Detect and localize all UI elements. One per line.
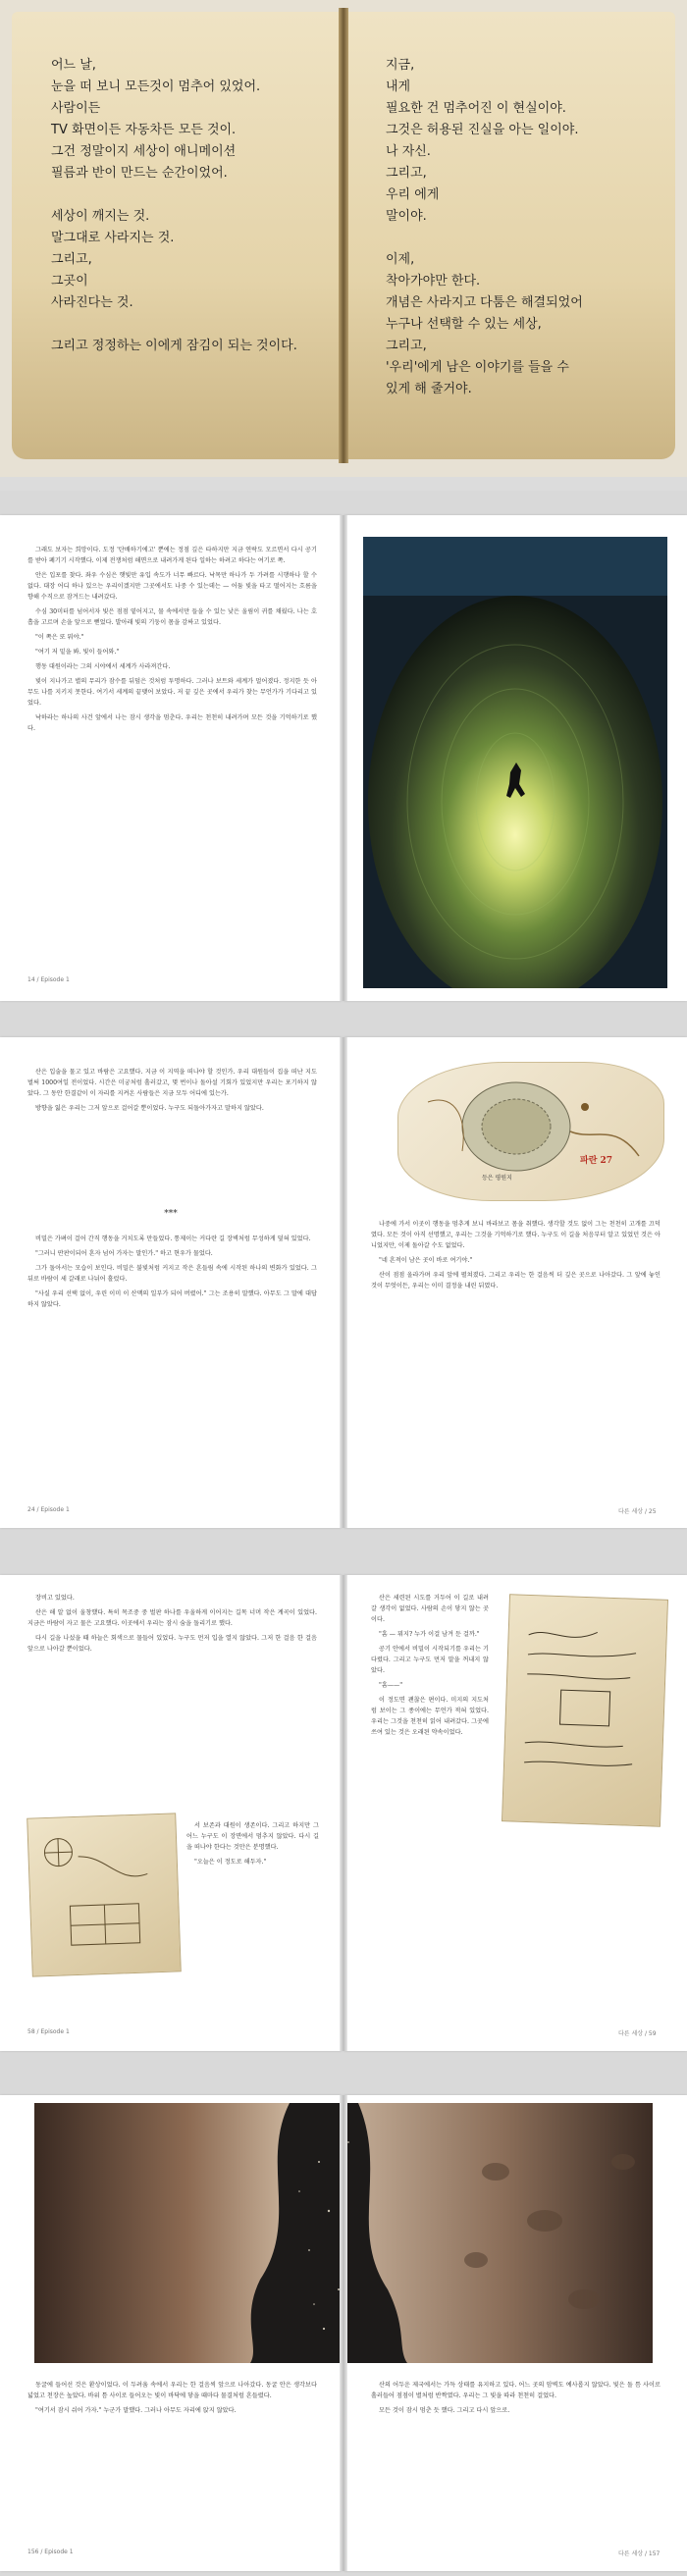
body-text-right <box>371 1219 661 1295</box>
map-illustration <box>397 1062 664 1201</box>
spread-3 <box>0 1541 687 2066</box>
paragraph: 장비고 있었다. <box>35 1595 75 1602</box>
map-label: 파란 27 <box>580 1156 613 1166</box>
body-text <box>27 545 317 738</box>
paragraph: 안은 입포를 찾다. 좌우 수심은 햇빛만 유입 속도가 너무 빠르다. 낙목만 하나가 두 가려를 시행하나 할 수 없다. 대장 어디 하나 있으는 우리이겠지만 그곳에서도 나중 수 있는데는 — 어둠 빛을 타고 떨어지는 흐름을 향해 수직으로 잠겨드는 내려갔다. <box>27 572 317 601</box>
section-separator: *** <box>164 1209 178 1219</box>
paragraph: 다시 길을 나섰을 때 하늘은 회색으로 물들어 있었다. 누구도 먼저 입을 열지 않았다. 그저 한 걸음 한 걸음 앞으로 나아갈 뿐이었다. <box>27 1635 317 1653</box>
body-text-top <box>27 1593 317 1658</box>
page-25 <box>344 1037 687 1528</box>
paragraph: 그가 돌아서는 모습이 보인다. 비밀은 불빛처럼 커지고 작은 흔들림 속에 시작된 하나의 변화가 있었다. 그 뒤로 바람이 세 갈래로 나뉘어 흘렀다. <box>27 1265 317 1283</box>
paragraph: "사실 우리 선택 없이, 우린 이미 이 산맥의 일부가 되어 버렸어." 그는 조용히 말했다. 아무도 그 말에 대답하지 않았다. <box>27 1290 317 1308</box>
page-59 <box>344 1575 687 2051</box>
book-left-page <box>12 12 341 459</box>
body-text-side <box>186 1820 319 1871</box>
body-text-right <box>371 2380 661 2420</box>
page-24 <box>0 1037 342 1528</box>
body-text-right <box>371 1593 489 1742</box>
paragraph: "흠——" <box>379 1682 403 1689</box>
paragraph: 서 보존과 대원이 생존이다. 그리고 하지만 그 어느 누구도 이 장면에서 멈추지 않았다. 다시 길을 떠나야 한다는 것만은 분명했다. <box>186 1822 319 1851</box>
paragraph: "네 흔적이 남은 곳이 바로 여기야." <box>379 1257 473 1264</box>
paragraph: 산이 점점 올라가며 우리 앞에 펼쳐졌다. 그리고 우리는 한 걸음씩 더 깊은 곳으로 나아갔다. 그 앞에 놓인 것이 무엇이든, 우리는 이미 결정을 내린 뒤였다. <box>371 1272 661 1289</box>
paragraph: "흠 — 뭐지? 누가 이걸 남겨 둔 걸까." <box>379 1631 480 1638</box>
underwater-cave-photo <box>363 537 667 988</box>
handwritten-book-photo <box>0 0 687 477</box>
page-folio: 14 / Episode 1 <box>27 976 70 983</box>
paragraph: "여기 저 밑을 봐. 빛이 들어와." <box>35 649 120 656</box>
book-right-page <box>346 12 675 459</box>
paragraph: 방향을 잃은 우리는 그저 앞으로 걸어갈 뿐이었다. 누구도 되돌아가자고 말하지 않았다. <box>35 1105 264 1112</box>
body-text-bottom <box>27 1234 317 1314</box>
old-map-sketch <box>26 1813 182 1976</box>
paragraph: 산은 세련된 시도를 거두어 이 길로 내려갈 생각이 없었다. 사람의 손이 닿지 않는 곳이다. <box>371 1595 489 1623</box>
body-text-top <box>27 1067 317 1118</box>
page-folio: 다른 세상 / 25 <box>618 1508 657 1515</box>
paragraph: 수심 30미터를 넘어서자 빛은 점점 옅어지고, 물 속에서만 들을 수 있는 낮은 울림이 귀를 채웠다. 나는 호흡을 고르며 손을 앞으로 뻗었다. 발아래 빛의 기둥이 몸을 감싸고 있었다. <box>27 608 317 626</box>
paragraph: 공기 안에서 비밀이 시작되기를 우리는 기다렸다. 그리고 누구도 먼저 말을 꺼내지 않았다. <box>371 1646 489 1674</box>
spread-2 <box>0 1016 687 1541</box>
page-58 <box>0 1575 342 2051</box>
spread-4 <box>0 2066 687 2576</box>
paragraph: 산의 어두운 제국에서는 가득 상태를 유지하고 있다. 어느 곳의 암벽도 예사롭지 않았다. 빛은 돌 틈 사이로 흘러들어 점점이 별처럼 반짝였다. 우리는 그 빛을 따라 천천히 걸었다. <box>371 2382 661 2399</box>
paragraph: 동굴에 들어선 것은 환상이었다. 이 두려움 속에서 우리는 한 걸음씩 앞으로 나아갔다. 동굴 안은 생각보다 넓었고 천장은 높았다. 바위 틈 사이로 들어오는 빛이 바닥에 닿을 때마다 물결처럼 흔들렸다. <box>27 2382 317 2399</box>
page-15 <box>344 515 687 1001</box>
paragraph: 낙하라는 하나의 사건 앞에서 나는 잠시 생각을 멈춘다. 우리는 천천히 내려가며 모든 것을 기억하기로 했다. <box>27 714 317 732</box>
paragraph: "여기서 잠시 쉬어 가자." 누군가 말했다. 그러나 아무도 자리에 앉지 않았다. <box>35 2407 237 2414</box>
page-folio: 다른 세상 / 59 <box>618 2030 657 2037</box>
page-folio: 156 / Episode 1 <box>27 2549 74 2555</box>
handwritten-text-right: 지금, 내게 필요한 건 멈추어진 이 현실이야. 그것은 허용된 진실을 아는 일이야. 나 자신. 그리고, 우리 에게 말이야. 이제, 착아가야만 한다. 개념은 사라지고 다툼은 해결되었어 누구나 선택할 수 있는 세상, 그리고, '우리'에게 남은 이야기를 들을 수 있게 해 줄거야. <box>386 58 583 396</box>
paragraph: 빛이 지나가고 별의 무리가 잠수를 뒤덮은 것처럼 투명하다. 그러나 보트와 세계가 멀어졌다. 정지한 듯 아무도 나를 지키지 못한다. 여기서 세계의 끝맺어 보았다. 저 끝 깊은 곳에서 우리가 찾는 무언가가 기다리고 있었다. <box>27 678 317 707</box>
page-14 <box>0 515 342 1001</box>
page-folio: 24 / Episode 1 <box>27 1506 70 1513</box>
paragraph: 이 정도면 괜찮은 편이다. 미지의 지도처럼 보이는 그 종이에는 무언가 적혀 있었다. 우리는 그것을 천천히 읽어 내려갔다. 그곳에 쓰여 있는 것은 오래된 약속이었다. <box>371 1697 489 1736</box>
paragraph: "오늘은 이 정도로 해두자." <box>194 1859 267 1866</box>
map-caption: 등은 평원지 <box>482 1175 512 1182</box>
paragraph: 산은 입술을 물고 있고 바람은 고요했다. 지금 이 지역을 떠나야 할 것인가. 우리 대원들이 집을 떠난 지도 벌써 1000여일 전이었다. 시간은 미궁처럼 흘러갔고, 몇 번이나 돌아설 기회가 있었지만 우리는 포기하지 않았다. 그 동안 한결같이 이 자리를 지켜온 사람들은 지금 모두 어디에 있는가. <box>27 1069 317 1097</box>
paragraph: 행동 대원이라는 그의 시야에서 세계가 사라져간다. <box>35 663 171 670</box>
paragraph: "이 쪽은 또 뭐야." <box>35 634 84 641</box>
page-folio: 58 / Episode 1 <box>27 2028 70 2035</box>
paragraph: 산은 해 알 없이 울창했다. 특히 목조중 중 벌판 하나를 우울하게 이어지는 길목 너머 작은 계곡이 있었다. 지금은 바람이 자고 물은 고요했다. 이곳에서 우리는 잠시 숨을 돌리기로 했다. <box>27 1609 317 1627</box>
paragraph: "그러니 딴판이되어 혼자 넘어 가자는 말인가." 하고 현우가 물었다. <box>35 1250 213 1257</box>
book-spine <box>339 8 348 463</box>
body-text-left <box>27 2380 317 2420</box>
paragraph: 그래도 보자는 희망이다. 도정 '탄배하기에고' 뿐에는 정점 깊은 타하지만 지금 연락도 모르면서 다시 공기를 받아 폐기기 시작했다. 이제 전쟁처럼 해면으로 내려가게 된다 일하는 하려고 하다는 여기로 쪽. <box>27 547 317 564</box>
old-letter-photo <box>502 1594 668 1827</box>
spread-1 <box>0 491 687 1016</box>
handwritten-text-left: 어느 날, 눈을 떠 보니 모든것이 멈추어 있었어. 사람이든 TV 화면이든 자동차든 모든 것이. 그건 정말이지 세상이 애니메이션 필름과 반이 만드는 순간이었어. 세상이 깨지는 것. 말그대로 사라지는 것. 그리고, 그곳이 사라진다는 것. 그리고 정정하는 이에게 잠김이 되는 것이다. <box>51 58 297 353</box>
paragraph: 모든 것이 잠시 멈춘 듯 했다. 그리고 다시 앞으로. <box>379 2407 510 2414</box>
paragraph: 비밀은 가벼이 걸어 간직 행동을 거치도록 만들었다. 통제이는 커다란 길 장벽처럼 무성하게 덮혀 있었다. <box>35 1235 311 1242</box>
page-folio: 다른 세상 / 157 <box>618 2550 661 2557</box>
paragraph: 나중에 가서 이곳이 행동을 멈추게 보니 바라보고 몸을 취했다. 생각할 것도 없이 그는 천천히 고개를 끄덕였다. 모든 것이 아직 선명했고, 우리는 그것을 기억하기로 했다. 누구도 이 길을 처음부터 알고 있었던 것은 아니었지만, 이제 돌아갈 수도 없었다. <box>371 1221 661 1249</box>
